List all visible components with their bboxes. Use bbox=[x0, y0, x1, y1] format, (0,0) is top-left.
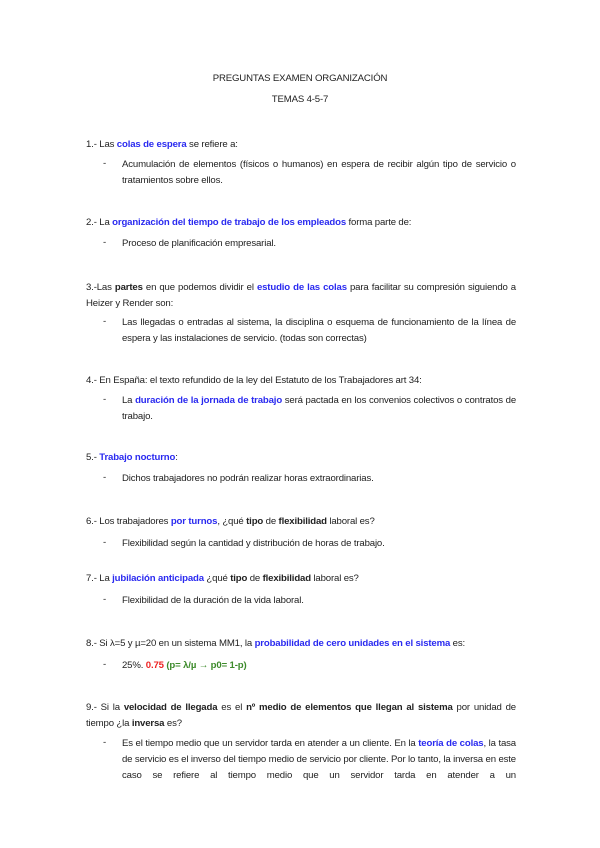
question-text-segment: forma parte de: bbox=[346, 217, 412, 228]
document-title: PREGUNTAS EXAMEN ORGANIZACIÓN bbox=[212, 73, 388, 84]
answer-text-segment: Dichos trabajadores no podrán realizar horas extraordinarias. bbox=[122, 473, 374, 484]
question-text-segment: 1.- Las bbox=[86, 139, 117, 150]
question-text-segment: es: bbox=[450, 638, 466, 649]
question-text-segment: partes bbox=[114, 282, 143, 293]
question-text-segment: velocidad de llegada bbox=[123, 702, 218, 713]
answer-9 bbox=[122, 736, 516, 784]
question-text-segment: por turnos bbox=[170, 516, 218, 527]
answer-text-segment: 25%. bbox=[122, 660, 146, 671]
answer-text-segment: Acumulación de elementos (físicos o humanos) en espera de recibir algún tipo de servicio o tratamientos sobre ellos. bbox=[122, 159, 516, 186]
question-text-segment: organización del tiempo de trabajo de los empleados bbox=[112, 217, 346, 228]
bullet-dash: - bbox=[103, 237, 107, 248]
question-text-segment: laboral es? bbox=[310, 573, 359, 584]
question-text-segment: 4.- En España: el texto refundido de la ley del Estatuto de los Trabajadores art 34: bbox=[86, 375, 422, 386]
bullet-dash: - bbox=[103, 594, 107, 605]
answer-text-segment: duración de la jornada de trabajo bbox=[135, 395, 283, 406]
bullet-dash: - bbox=[103, 537, 107, 548]
bullet-dash: - bbox=[103, 472, 107, 483]
question-7 bbox=[86, 571, 516, 587]
question-text-segment: 7.- La bbox=[86, 573, 113, 584]
answer-text-segment: Flexibilidad según la cantidad y distribución de horas de trabajo. bbox=[122, 538, 385, 549]
answer-text-segment: Es el tiempo medio que un servidor tarda en atender a un cliente. En la bbox=[122, 738, 419, 749]
question-text-segment: jubilación anticipada bbox=[112, 573, 204, 584]
answer-text-segment: La bbox=[122, 395, 136, 406]
question-text-segment: estudio de las colas bbox=[256, 282, 347, 293]
bullet-dash: - bbox=[103, 737, 107, 748]
answer-7 bbox=[122, 593, 516, 609]
question-text-segment: colas de espera bbox=[116, 139, 187, 150]
question-4 bbox=[86, 373, 516, 389]
question-9 bbox=[86, 700, 516, 732]
answer-text-segment: será pactada en los convenios colectivos o contratos de trabajo. bbox=[122, 395, 517, 422]
question-text-segment: de bbox=[247, 573, 263, 584]
question-text-segment: , ¿qué bbox=[217, 516, 247, 527]
question-text-segment: nº medio de elementos que llegan al sistema bbox=[246, 702, 453, 713]
document-subtitle: TEMAS 4-5-7 bbox=[271, 94, 329, 105]
question-text-segment: tipo bbox=[246, 516, 264, 527]
answer-text-segment: 0.75 bbox=[145, 660, 164, 671]
answer-text-segment: (p= λ/µ → p0= 1-p) bbox=[163, 660, 247, 671]
answer-6 bbox=[122, 536, 516, 552]
answer-4 bbox=[122, 393, 516, 425]
question-6 bbox=[86, 514, 516, 530]
answer-text-segment: Flexibilidad de la duración de la vida laboral. bbox=[122, 595, 304, 606]
answer-text-segment: Las llegadas o entradas al sistema, la disciplina o esquema de funcionamiento de la línea de espera y las instalaciones de servicio. (todas son correctas) bbox=[122, 317, 516, 344]
bullet-dash: - bbox=[103, 158, 107, 169]
answer-1 bbox=[122, 157, 516, 189]
answer-2 bbox=[122, 236, 516, 252]
question-text-segment: por unidad de tiempo ¿la bbox=[86, 702, 516, 729]
answer-text-segment: teoría de colas bbox=[418, 738, 484, 749]
question-text-segment: ¿qué bbox=[203, 573, 231, 584]
question-text-segment: en que podemos dividir el bbox=[142, 282, 257, 293]
question-1 bbox=[86, 137, 516, 153]
question-3 bbox=[86, 280, 516, 312]
question-text-segment: 3.-Las bbox=[86, 282, 115, 293]
question-text-segment: Trabajo nocturno bbox=[99, 452, 176, 463]
question-text-segment: de bbox=[263, 516, 279, 527]
question-text-segment: : bbox=[175, 452, 178, 463]
question-text-segment: es el bbox=[217, 702, 247, 713]
question-text-segment: 6.- Los trabajadores bbox=[86, 516, 171, 527]
question-text-segment: 9.- Si la bbox=[86, 702, 124, 713]
question-text-segment: se refiere a: bbox=[186, 139, 238, 150]
question-text-segment: es? bbox=[164, 718, 182, 729]
question-text-segment: probabilidad de cero unidades en el sistema bbox=[254, 638, 451, 649]
question-text-segment: 5.- bbox=[86, 452, 100, 463]
question-text-segment: flexibilidad bbox=[278, 516, 327, 527]
question-text-segment: flexibilidad bbox=[262, 573, 311, 584]
answer-text-segment: Proceso de planificación empresarial. bbox=[122, 238, 276, 249]
question-8 bbox=[86, 636, 516, 652]
question-text-segment: laboral es? bbox=[326, 516, 375, 527]
bullet-dash: - bbox=[103, 316, 107, 327]
question-text-segment: tipo bbox=[230, 573, 248, 584]
bullet-dash: - bbox=[103, 394, 107, 405]
question-text-segment: 2.- La bbox=[86, 217, 113, 228]
answer-text-segment: , la tasa de servicio es el inverso del tiempo medio de servicio por cliente. Por lo tanto, la inversa en este caso se refiere al tiempo medio que un servidor tarda en atender a un bbox=[122, 738, 516, 781]
answer-5 bbox=[122, 471, 516, 487]
bullet-dash: - bbox=[103, 659, 107, 670]
answer-3 bbox=[122, 315, 516, 347]
question-5 bbox=[86, 450, 516, 466]
question-text-segment: inversa bbox=[131, 718, 165, 729]
answer-8 bbox=[122, 658, 516, 674]
question-text-segment: 8.- Si λ=5 y µ=20 en un sistema MM1, la bbox=[86, 638, 255, 649]
question-2 bbox=[86, 215, 516, 231]
question-text-segment: para facilitar su compresión siguiendo a Heizer y Render son: bbox=[86, 282, 516, 309]
